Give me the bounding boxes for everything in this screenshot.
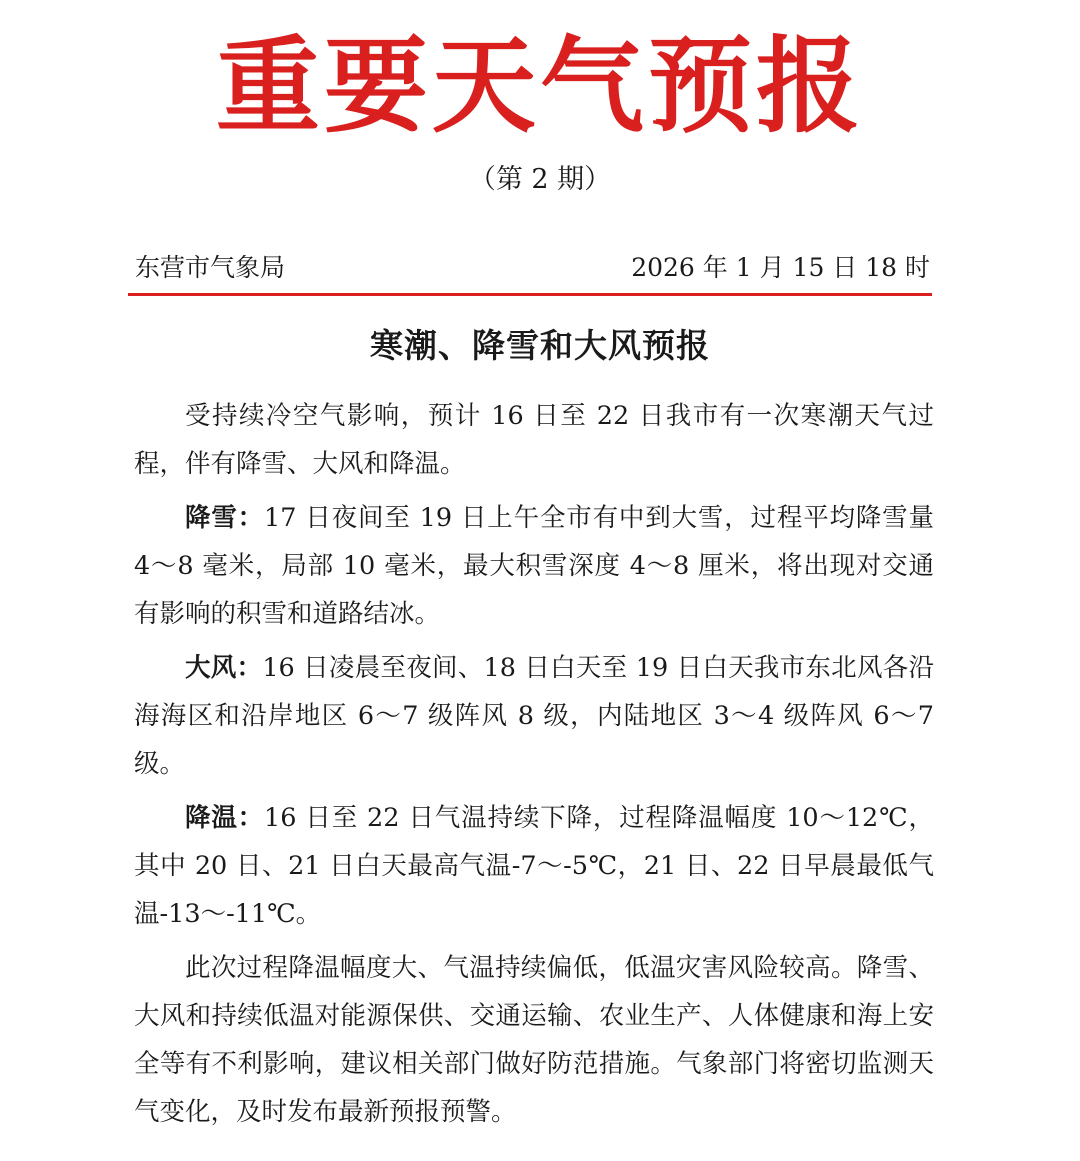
closing-text: 此次过程降温幅度大、气温持续偏低，低温灾害风险较高。降雪、大风和持续低温对能源保供、交通运输、农业生产、人体健康和海上安全等有不利影响，建议相关部门做好防范措施。气象部门将密切监测天气变化，及时发布最新预报预警。	[134, 953, 934, 1127]
cooling-term: 降温：	[185, 803, 265, 833]
masthead-title: 重要天气预报	[215, 24, 864, 147]
wind-paragraph	[134, 644, 934, 788]
cooling-text: 16 日至 22 日气温持续下降，过程降温幅度 10～12℃，其中 20 日、21 日白天最高气温-7～-5℃，21 日、22 日早晨最低气温-13～-11℃。	[134, 803, 934, 929]
cooling-paragraph	[134, 794, 934, 938]
issue-number: （第 2 期）	[468, 164, 612, 195]
issuer-name: 东营市气象局	[135, 253, 286, 282]
snow-term: 降雪：	[185, 503, 264, 533]
wind-text: 16 日凌晨至夜间、18 日白天至 19 日白天我市东北风各沿海海区和沿岸地区 6～7 级阵风 8 级，内陆地区 3～4 级阵风 6～7 级。	[134, 653, 934, 779]
wind-term: 大风：	[185, 653, 263, 683]
red-divider	[128, 293, 932, 296]
intro-text: 受持续冷空气影响，预计 16 日至 22 日我市有一次寒潮天气过程，伴有降雪、大风和降温。	[134, 401, 934, 479]
document-headline: 寒潮、降雪和大风预报	[370, 326, 710, 365]
issuer-line	[135, 248, 930, 288]
document-body	[134, 392, 934, 1142]
intro-paragraph	[134, 392, 934, 488]
snow-text: 17 日夜间至 19 日上午全市有中到大雪，过程平均降雪量 4～8 毫米，局部 10 毫米，最大积雪深度 4～8 厘米，将出现对交通有影响的积雪和道路结冰。	[134, 503, 934, 629]
issue-datetime: 2026 年 1 月 15 日 18 时	[631, 253, 930, 282]
closing-paragraph	[134, 944, 934, 1136]
snow-paragraph	[134, 494, 934, 638]
